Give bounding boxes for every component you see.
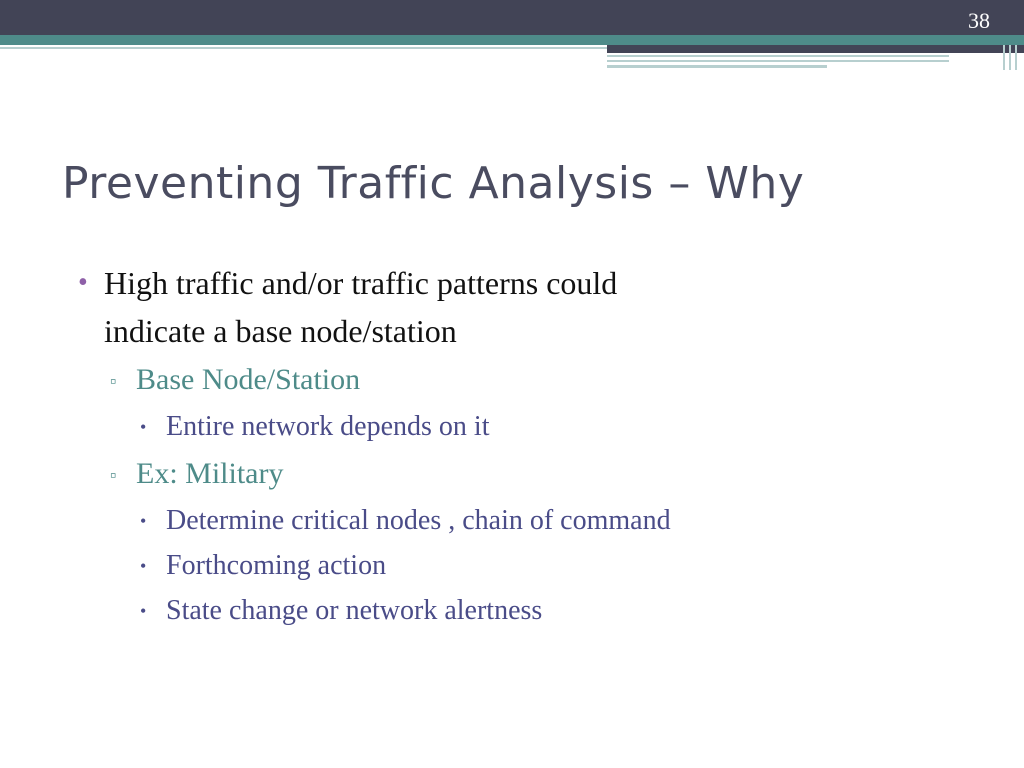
sub-bullet-text: Ex: Military <box>136 457 284 490</box>
bullet-text: indicate a base node/station <box>104 313 457 349</box>
bullet-continuation <box>104 307 457 355</box>
dot-bullet-icon: • <box>140 556 147 576</box>
bullet-dot-icon: • <box>78 267 88 298</box>
detail-bullet-text: Entire network depends on it <box>166 411 490 442</box>
detail-bullet-text: Forthcoming action <box>166 550 387 581</box>
bullet-text: High traffic and/or traffic patterns could <box>104 265 618 301</box>
slide-title: Preventing Traffic Analysis – Why <box>62 158 805 209</box>
square-bullet-icon: ▫ <box>110 371 117 391</box>
dot-bullet-icon: • <box>140 601 147 621</box>
detail-bullet-text: State change or network alertness <box>166 595 543 626</box>
square-bullet-icon: ▫ <box>110 465 117 485</box>
dot-bullet-icon: • <box>140 511 147 531</box>
detail-bullet-text: Determine critical nodes , chain of command <box>166 505 671 536</box>
slide-number: 38 <box>968 8 990 33</box>
dot-bullet-icon: • <box>140 417 147 437</box>
sub-bullet-text: Base Node/Station <box>136 363 361 396</box>
